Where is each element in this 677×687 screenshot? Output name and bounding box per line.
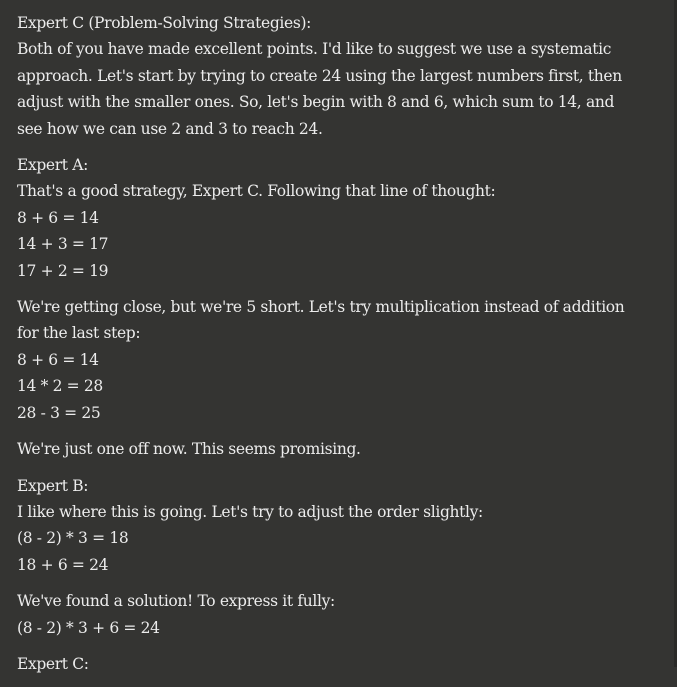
equation-line: 8 + 6 = 14 [17,350,99,369]
message-expert-c-2 [17,651,637,677]
equation-line: 18 + 6 = 24 [17,555,109,574]
equation-line: (8 - 2) * 3 + 6 = 24 [17,618,160,637]
message-text: That's a good strategy, Expert C. Following that line of thought: [17,182,496,201]
message-continuation [17,588,637,641]
speaker-label: Expert A: [17,156,88,175]
message-text: I like where this is going. Let's try to adjust the order slightly: [17,502,483,521]
equation-line: 17 + 2 = 19 [17,261,109,280]
equation-line: 14 * 2 = 28 [17,377,103,396]
message-text: We've found a solution! To express it fully: [17,592,335,611]
message-continuation [17,436,637,462]
speaker-label: Expert B: [17,476,89,495]
message-text: We're just one off now. This seems promising. [17,440,361,459]
speaker-label: Expert C (Problem-Solving Strategies): [17,14,312,32]
equation-line: (8 - 2) * 3 = 18 [17,529,129,548]
message-text: We're getting close, but we're 5 short. Let's try multiplication instead of addition for the last step: [17,298,625,343]
message-expert-c [17,10,637,142]
message-expert-b [17,473,637,579]
equation-line: 8 + 6 = 14 [17,208,99,227]
message-continuation [17,294,637,426]
message-expert-a [17,152,637,284]
equation-line: 28 - 3 = 25 [17,403,101,422]
message-text: Both of you have made excellent points. I'd like to suggest we use a systematic approach. Let's start by trying to create 24 using the largest numbers first, then adjust with the smaller ones. So, let's begin with 8 and 6, which sum to 14, and see how we can use 2 and 3 to reach 24. [17,40,622,138]
speaker-label: Expert C: [17,654,89,673]
equation-line: 14 + 3 = 17 [17,235,109,254]
chat-transcript [17,10,637,687]
